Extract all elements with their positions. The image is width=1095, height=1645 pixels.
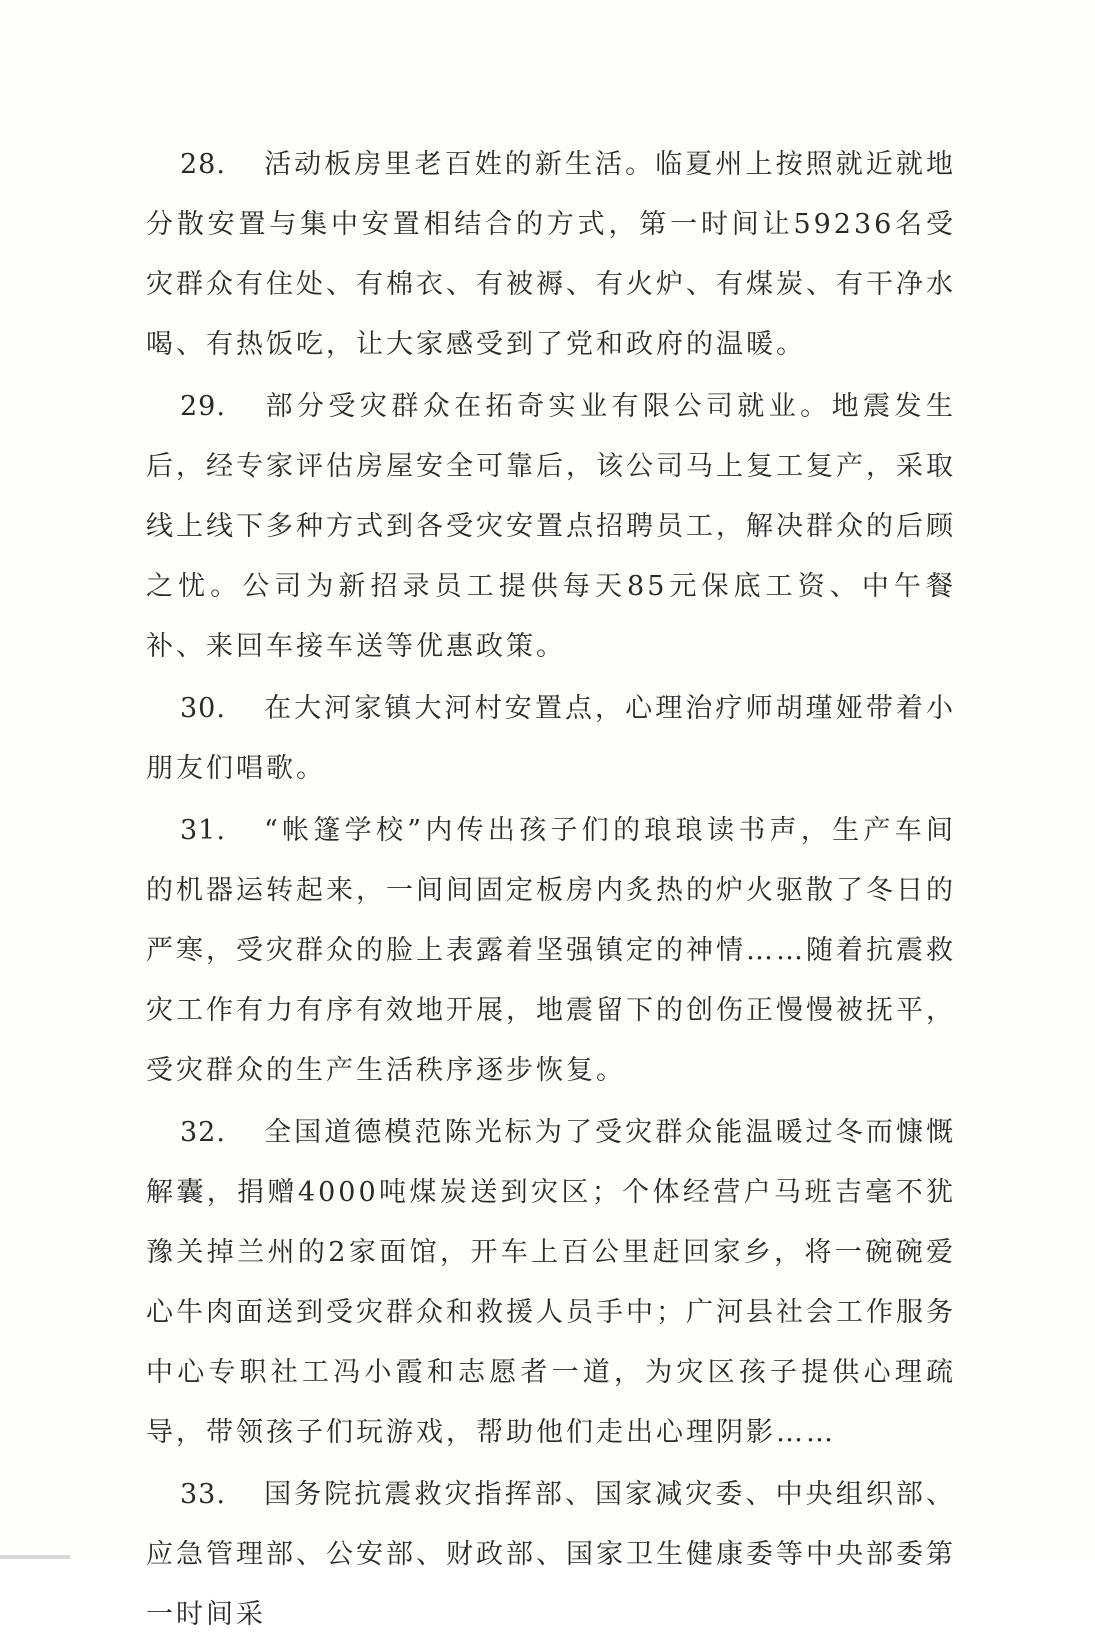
paragraph-text: 全国道德模范陈光标为了受灾群众能温暖过冬而慷慨解囊，捐赠4000吨煤炭送到灾区；个体经营户马班吉毫不犹豫关掉兰州的2家面馆，开车上百公里赶回家乡，将一碗碗爱心牛肉面送到受灾群众和救援人员手中；广河县社会工作服务中心专职社工冯小霞和志愿者一道，为灾区孩子提供心理疏导，带领孩子们玩游戏，帮助他们走出心理阴影…… [146, 1117, 956, 1448]
paragraph-text: 部分受灾群众在拓奇实业有限公司就业。地震发生后，经专家评估房屋安全可靠后，该公司马上复工复产，采取线上线下多种方式到各受灾安置点招聘员工，解决群众的后顾之忧。公司为新招录员工提供每天85元保底工资、中午餐补、来回车接车送等优惠政策。 [146, 391, 956, 662]
paragraph-32 [146, 1103, 956, 1463]
document-body [146, 135, 956, 1645]
paragraph-text: 活动板房里老百姓的新生活。临夏州上按照就近就地分散安置与集中安置相结合的方式，第一时间让59236名受灾群众有住处、有棉衣、有被褥、有火炉、有煤炭、有干净水喝、有热饭吃，让大家感受到了党和政府的温暖。 [146, 149, 956, 360]
paragraph-33 [146, 1465, 956, 1645]
paragraph-number: 33. [180, 1479, 226, 1510]
paragraph-number: 28. [180, 149, 226, 180]
paragraph-number: 29. [180, 391, 226, 422]
paragraph-text: 国务院抗震救灾指挥部、国家减灾委、中央组织部、应急管理部、公安部、财政部、国家卫生健康委等中央部委第一时间采 [146, 1479, 956, 1630]
paragraph-31 [146, 801, 956, 1101]
paragraph-number: 32. [180, 1117, 226, 1148]
paragraph-28 [146, 135, 956, 375]
paragraph-number: 30. [180, 693, 226, 724]
paragraph-text: “帐篷学校”内传出孩子们的琅琅读书声，生产车间的机器运转起来，一间间固定板房内炙热的炉火驱散了冬日的严寒，受灾群众的脸上表露着坚强镇定的神情……随着抗震救灾工作有力有序有效地开展，地震留下的创伤正慢慢被抚平，受灾群众的生产生活秩序逐步恢复。 [146, 815, 956, 1086]
scan-edge-mark [0, 1555, 70, 1559]
paragraph-text: 在大河家镇大河村安置点，心理治疗师胡瑾娅带着小朋友们唱歌。 [146, 693, 956, 784]
paragraph-number: 31. [180, 815, 226, 846]
paragraph-29 [146, 377, 956, 677]
paragraph-30 [146, 679, 956, 799]
